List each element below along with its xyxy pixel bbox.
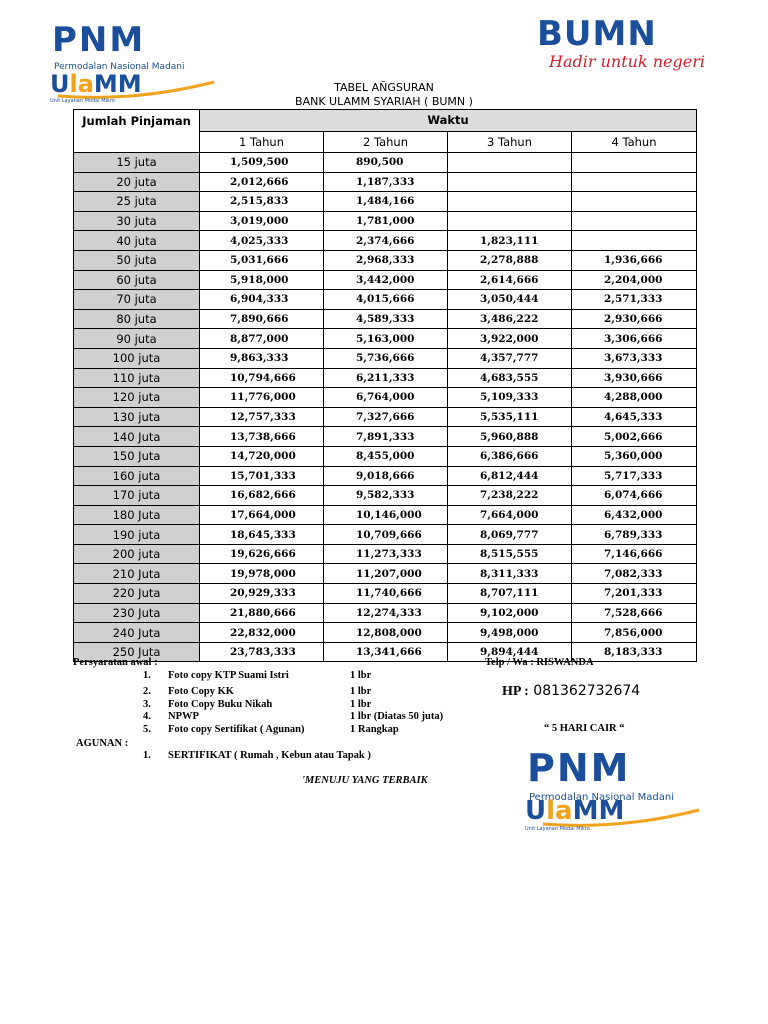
installment-cell: 2,930,666 (572, 309, 697, 329)
installment-cell: 6,386,666 (448, 446, 572, 466)
table-row (74, 348, 697, 368)
loan-amount-header: Jumlah Pinjaman (74, 110, 200, 153)
requirement-text: Foto copy Sertifikat ( Agunan) (168, 724, 305, 735)
table-row (74, 486, 697, 506)
table-row (74, 603, 697, 623)
table-row (74, 525, 697, 545)
requirement-text: Foto Copy Buku Nikah (168, 699, 273, 710)
loan-amount-cell: 110 juta (74, 368, 200, 388)
requirement-num: 5. (143, 724, 151, 735)
year-header: 3 Tahun (448, 131, 572, 153)
installment-cell: 19,626,666 (200, 544, 324, 564)
loan-amount-cell: 100 juta (74, 348, 200, 368)
loan-amount-cell: 150 Juta (74, 446, 200, 466)
installment-cell: 8,069,777 (448, 525, 572, 545)
table-row (74, 211, 697, 231)
installment-cell: 2,278,888 (448, 250, 572, 270)
installment-cell: 5,002,666 (572, 427, 697, 447)
year-header: 2 Tahun (324, 131, 448, 153)
installment-cell: 12,274,333 (324, 603, 448, 623)
installment-cell: 6,904,333 (200, 290, 324, 310)
installment-cell: 5,918,000 (200, 270, 324, 290)
installment-cell: 1,187,333 (324, 172, 448, 192)
table-row (74, 329, 697, 349)
installment-cell: 7,528,666 (572, 603, 697, 623)
requirement-qty: 1 Rangkap (350, 724, 399, 735)
requirement-qty: 1 lbr (350, 699, 372, 710)
table-row (74, 466, 697, 486)
loan-amount-cell: 30 juta (74, 211, 200, 231)
table-row (74, 564, 697, 584)
ulamm-logo-text: UlaMM (50, 70, 142, 98)
bumn-logo-text: BUMN (537, 14, 657, 54)
bumn-logo-tagline: Hadir untuk negeri (549, 52, 705, 71)
installment-cell (572, 172, 697, 192)
requirement-num: 1. (143, 670, 151, 681)
table-row (74, 446, 697, 466)
installment-cell: 3,050,444 (448, 290, 572, 310)
requirement-qty: 1 lbr (350, 670, 372, 681)
installment-cell: 15,701,333 (200, 466, 324, 486)
installment-cell: 5,736,666 (324, 348, 448, 368)
installment-cell: 7,856,000 (572, 623, 697, 643)
loan-amount-cell: 90 juta (74, 329, 200, 349)
requirement-qty: 1 lbr (350, 686, 372, 697)
time-header: Waktu (200, 110, 697, 132)
installment-cell: 2,204,000 (572, 270, 697, 290)
installment-cell (572, 231, 697, 251)
loan-amount-cell: 180 Juta (74, 505, 200, 525)
installment-cell: 18,645,333 (200, 525, 324, 545)
table-row (74, 192, 697, 212)
requirement-num: 2. (143, 686, 151, 697)
hp-number: 081362732674 (528, 683, 641, 699)
installment-cell: 2,968,333 (324, 250, 448, 270)
installment-cell: 10,709,666 (324, 525, 448, 545)
installment-cell: 3,442,000 (324, 270, 448, 290)
installment-cell: 11,776,000 (200, 388, 324, 408)
installment-cell: 7,238,222 (448, 486, 572, 506)
installment-cell: 7,201,333 (572, 584, 697, 604)
table-row (74, 309, 697, 329)
installment-cell: 9,863,333 (200, 348, 324, 368)
installment-cell: 6,812,444 (448, 466, 572, 486)
installment-cell: 12,808,000 (324, 623, 448, 643)
installment-cell: 3,922,000 (448, 329, 572, 349)
loan-amount-cell: 60 juta (74, 270, 200, 290)
installment-cell: 22,832,000 (200, 623, 324, 643)
installment-cell: 4,645,333 (572, 407, 697, 427)
ulamm-logo-text-bottom: UlaMM (525, 796, 625, 826)
installment-cell: 8,311,333 (448, 564, 572, 584)
installment-cell: 4,683,555 (448, 368, 572, 388)
requirement-text: Foto Copy KK (168, 686, 234, 697)
loan-amount-cell: 20 juta (74, 172, 200, 192)
installment-cell: 14,720,000 (200, 446, 324, 466)
loan-amount-cell: 25 juta (74, 192, 200, 212)
requirement-num: 3. (143, 699, 151, 710)
installment-cell: 11,273,333 (324, 544, 448, 564)
contact-hp: HP : 081362732674 (502, 683, 641, 699)
installment-cell: 2,614,666 (448, 270, 572, 290)
document-subtitle: BANK ULAMM SYARIAH ( BUMN ) (295, 95, 473, 108)
table-row (74, 544, 697, 564)
installment-cell: 10,794,666 (200, 368, 324, 388)
installment-cell: 8,455,000 (324, 446, 448, 466)
ulamm-logo-tagline: Unit Layanan Modal Mikro (50, 98, 115, 104)
loan-amount-cell: 50 juta (74, 250, 200, 270)
installment-cell: 7,891,333 (324, 427, 448, 447)
installment-cell: 6,074,666 (572, 486, 697, 506)
pnm-logo-text-bottom: PNM (527, 746, 631, 790)
installment-cell: 12,757,333 (200, 407, 324, 427)
installment-cell (448, 172, 572, 192)
promo-text: “ 5 HARI CAIR “ (544, 723, 625, 734)
installment-cell: 6,211,333 (324, 368, 448, 388)
table-row (74, 407, 697, 427)
installment-cell: 10,146,000 (324, 505, 448, 525)
installment-cell: 1,509,500 (200, 153, 324, 173)
year-header: 4 Tahun (572, 131, 697, 153)
table-row (74, 505, 697, 525)
requirement-text: NPWP (168, 711, 199, 722)
installment-cell: 7,327,666 (324, 407, 448, 427)
installment-cell: 1,936,666 (572, 250, 697, 270)
installment-cell (448, 211, 572, 231)
installment-cell: 3,486,222 (448, 309, 572, 329)
installment-cell: 3,930,666 (572, 368, 697, 388)
loan-amount-cell: 200 juta (74, 544, 200, 564)
installment-cell: 13,738,666 (200, 427, 324, 447)
loan-amount-cell: 130 juta (74, 407, 200, 427)
table-row (74, 231, 697, 251)
installment-cell: 2,374,666 (324, 231, 448, 251)
installment-cell: 16,682,666 (200, 486, 324, 506)
requirement-num: 4. (143, 711, 151, 722)
year-header: 1 Tahun (200, 131, 324, 153)
installment-cell: 19,978,000 (200, 564, 324, 584)
installment-cell: 2,515,833 (200, 192, 324, 212)
ulamm-logo-tagline-bottom: Unit Layanan Modal Mikro (525, 826, 590, 832)
installment-cell: 8,877,000 (200, 329, 324, 349)
installment-cell: 1,823,111 (448, 231, 572, 251)
installment-cell: 1,484,166 (324, 192, 448, 212)
collateral-heading: AGUNAN : (76, 738, 129, 749)
installment-cell: 7,664,000 (448, 505, 572, 525)
table-row (74, 290, 697, 310)
table-row (74, 368, 697, 388)
installment-cell: 11,740,666 (324, 584, 448, 604)
installment-cell: 5,535,111 (448, 407, 572, 427)
loan-amount-cell: 80 juta (74, 309, 200, 329)
installment-cell (448, 192, 572, 212)
installment-cell: 4,015,666 (324, 290, 448, 310)
loan-amount-cell: 210 Juta (74, 564, 200, 584)
requirement-qty: 1 lbr (Diatas 50 juta) (350, 711, 444, 722)
installment-cell: 17,664,000 (200, 505, 324, 525)
loan-amount-cell: 220 Juta (74, 584, 200, 604)
loan-amount-cell: 230 Juta (74, 603, 200, 623)
installment-cell: 6,764,000 (324, 388, 448, 408)
table-row (74, 584, 697, 604)
collateral-number: 1. (143, 750, 151, 761)
installment-cell (448, 153, 572, 173)
bumn-logo (537, 14, 717, 82)
installment-cell: 5,031,666 (200, 250, 324, 270)
installment-cell: 7,146,666 (572, 544, 697, 564)
installment-table (73, 109, 697, 662)
installment-cell: 4,025,333 (200, 231, 324, 251)
table-row (74, 642, 697, 662)
loan-amount-cell: 190 juta (74, 525, 200, 545)
document-title: TABEL AÑGSURAN (334, 81, 434, 94)
installment-cell: 890,500 (324, 153, 448, 173)
installment-cell: 7,890,666 (200, 309, 324, 329)
installment-cell: 8,183,333 (572, 642, 697, 662)
installment-cell: 21,880,666 (200, 603, 324, 623)
installment-cell: 11,207,000 (324, 564, 448, 584)
installment-cell: 6,432,000 (572, 505, 697, 525)
pnm-logo-subtitle-bottom: Permodalan Nasional Madani (529, 792, 675, 803)
loan-amount-cell: 160 juta (74, 466, 200, 486)
installment-cell: 3,019,000 (200, 211, 324, 231)
table-row (74, 250, 697, 270)
installment-cell (572, 192, 697, 212)
installment-cell: 4,589,333 (324, 309, 448, 329)
table-row (74, 153, 697, 173)
installment-cell: 5,717,333 (572, 466, 697, 486)
installment-cell: 7,082,333 (572, 564, 697, 584)
requirement-text: Foto copy KTP Suami Istri (168, 670, 289, 681)
loan-amount-cell: 250 Juta (74, 642, 200, 662)
loan-amount-cell: 70 juta (74, 290, 200, 310)
pnm-logo-text: PNM (52, 20, 146, 60)
installment-cell: 3,673,333 (572, 348, 697, 368)
collateral-text: SERTIFIKAT ( Rumah , Kebun atau Tapak ) (168, 750, 371, 761)
installment-cell: 8,707,111 (448, 584, 572, 604)
loan-amount-cell: 15 juta (74, 153, 200, 173)
loan-amount-cell: 240 Juta (74, 623, 200, 643)
installment-cell: 9,894,444 (448, 642, 572, 662)
installment-cell: 5,360,000 (572, 446, 697, 466)
motto-text: 'MENUJU YANG TERBAIK (302, 775, 428, 786)
installment-cell: 13,341,666 (324, 642, 448, 662)
installment-cell: 2,012,666 (200, 172, 324, 192)
pnm-ulamm-logo-bottom (521, 746, 711, 832)
loan-amount-cell: 40 juta (74, 231, 200, 251)
installment-cell: 5,960,888 (448, 427, 572, 447)
installment-cell: 8,515,555 (448, 544, 572, 564)
installment-cell: 3,306,666 (572, 329, 697, 349)
loan-amount-cell: 170 juta (74, 486, 200, 506)
installment-cell: 9,498,000 (448, 623, 572, 643)
installment-cell: 20,929,333 (200, 584, 324, 604)
installment-cell: 4,288,000 (572, 388, 697, 408)
pnm-logo-subtitle: Permodalan Nasional Madani (54, 62, 185, 72)
table-row (74, 270, 697, 290)
installment-cell: 9,102,000 (448, 603, 572, 623)
loan-amount-cell: 120 juta (74, 388, 200, 408)
installment-cell: 1,781,000 (324, 211, 448, 231)
installment-cell: 6,789,333 (572, 525, 697, 545)
installment-cell: 4,357,777 (448, 348, 572, 368)
table-row (74, 388, 697, 408)
installment-cell: 2,571,333 (572, 290, 697, 310)
installment-cell: 9,018,666 (324, 466, 448, 486)
loan-amount-cell: 140 Juta (74, 427, 200, 447)
table-row (74, 623, 697, 643)
table-row (74, 427, 697, 447)
installment-cell: 9,582,333 (324, 486, 448, 506)
installment-cell: 23,783,333 (200, 642, 324, 662)
table-row (74, 172, 697, 192)
installment-cell: 5,163,000 (324, 329, 448, 349)
contact-telp: Telp / Wa : RISWANDA (485, 657, 594, 668)
installment-cell (572, 211, 697, 231)
installment-cell (572, 153, 697, 173)
installment-cell: 5,109,333 (448, 388, 572, 408)
requirements-heading: Persyaratan awal : (73, 657, 158, 668)
